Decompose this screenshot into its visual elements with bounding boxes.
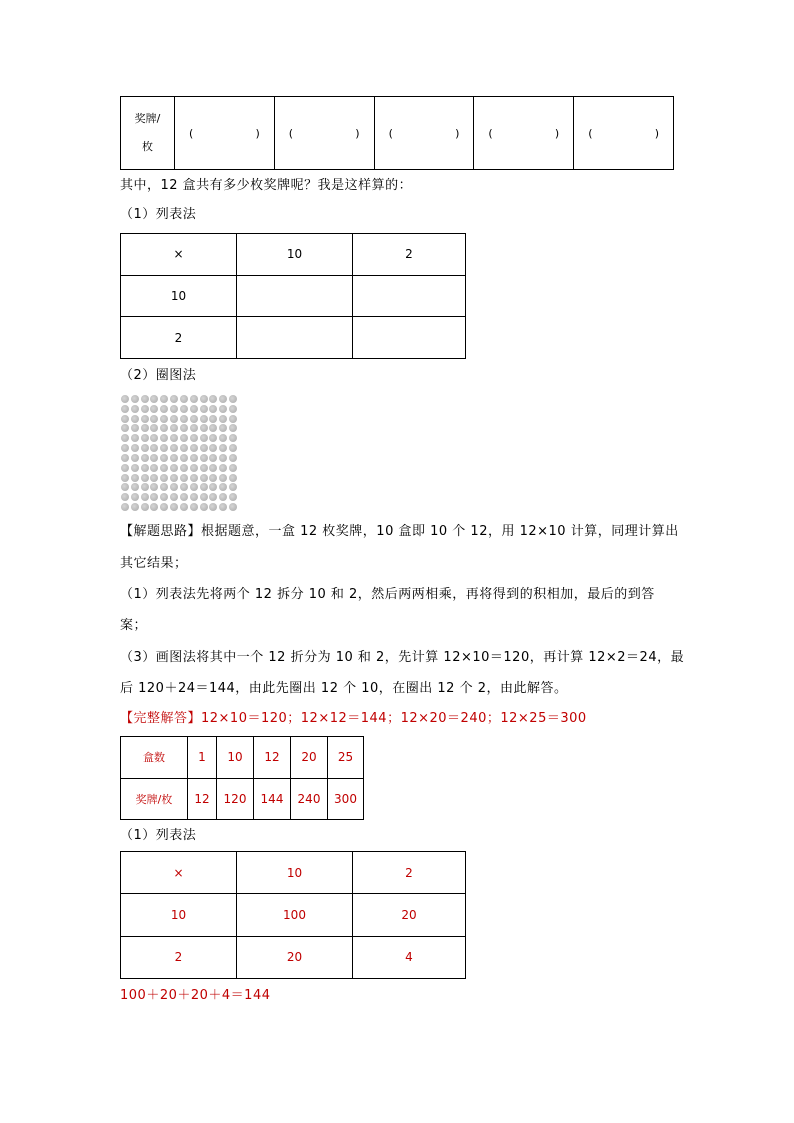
open-paren: (	[488, 126, 493, 140]
dot	[141, 483, 149, 491]
dot	[170, 424, 178, 432]
medal-value: 300	[328, 778, 364, 820]
box-value: 20	[291, 737, 328, 779]
dot	[160, 474, 168, 482]
answer-blank[interactable]	[474, 97, 574, 170]
answer-method1-heading: （1）列表法	[120, 828, 197, 843]
product-cell: 4	[353, 936, 466, 978]
dot	[121, 503, 129, 511]
box-count-label: 盒数	[121, 737, 188, 779]
dot	[200, 444, 208, 452]
answer-blank[interactable]	[175, 97, 275, 170]
dot	[229, 464, 237, 472]
product-cell: 20	[237, 936, 353, 978]
dot	[170, 454, 178, 462]
dot	[209, 395, 217, 403]
dot	[229, 503, 237, 511]
box-value: 10	[217, 737, 254, 779]
row-label-2: 2	[121, 936, 237, 978]
dot	[150, 454, 158, 462]
row-label-line2: 枚	[142, 140, 153, 153]
dot	[180, 444, 188, 452]
dot	[209, 424, 217, 432]
dot	[131, 454, 139, 462]
dot	[170, 464, 178, 472]
dot	[209, 405, 217, 413]
dot	[150, 483, 158, 491]
blank-multiplication-table	[120, 233, 466, 359]
dot	[150, 405, 158, 413]
dot	[131, 395, 139, 403]
header-2: 2	[353, 234, 466, 276]
dot	[229, 395, 237, 403]
dot	[219, 503, 227, 511]
dot	[121, 405, 129, 413]
dot	[200, 424, 208, 432]
dot	[160, 483, 168, 491]
medal-value: 12	[188, 778, 217, 820]
dot	[121, 434, 129, 442]
medal-count-label: 奖牌/枚	[121, 778, 188, 820]
dot	[200, 395, 208, 403]
dot	[170, 474, 178, 482]
dot	[121, 415, 129, 423]
analysis-line-1: 【解题思路】根据题意，一盒 12 枚奖牌，10 盒即 10 个 12，用 12×10 计算，同理计算出	[120, 524, 679, 539]
method2-heading: （2）圈图法	[120, 368, 197, 383]
product-cell: 100	[237, 894, 353, 936]
dot	[131, 474, 139, 482]
dot	[121, 454, 129, 462]
answer-blank[interactable]	[374, 97, 474, 170]
dot	[200, 405, 208, 413]
dot	[200, 503, 208, 511]
dot	[190, 444, 198, 452]
dot	[170, 503, 178, 511]
dot	[180, 434, 188, 442]
dot	[160, 424, 168, 432]
blank-cell[interactable]	[353, 275, 466, 317]
dot	[209, 415, 217, 423]
dot	[190, 503, 198, 511]
dot	[180, 474, 188, 482]
header-times: ×	[121, 852, 237, 894]
dot	[150, 434, 158, 442]
open-paren: (	[288, 126, 294, 140]
dot	[209, 454, 217, 462]
dot	[219, 434, 227, 442]
dot	[160, 415, 168, 423]
dot	[141, 454, 149, 462]
dot	[170, 434, 178, 442]
medal-value: 144	[254, 778, 291, 820]
dot	[229, 444, 237, 452]
dot	[200, 493, 208, 501]
product-cell: 20	[353, 894, 466, 936]
dot	[141, 395, 149, 403]
dot	[219, 474, 227, 482]
dot	[219, 444, 227, 452]
dot	[150, 464, 158, 472]
dot	[141, 424, 149, 432]
dot	[200, 464, 208, 472]
dot	[219, 464, 227, 472]
dot	[170, 395, 178, 403]
dot	[150, 395, 158, 403]
answer-blank[interactable]	[274, 97, 374, 170]
dot	[150, 503, 158, 511]
analysis-line-3: （1）列表法先将两个 12 拆分 10 和 2，然后两两相乘，再将得到的积相加，最后的到答	[120, 587, 655, 602]
dot	[229, 405, 237, 413]
dot	[131, 483, 139, 491]
analysis-line-5: （3）画图法将其中一个 12 折分为 10 和 2，先计算 12×10＝120，再计算 12×2＝24，最	[120, 650, 685, 665]
analysis-line-6: 后 120＋24＝144，由此先圈出 12 个 10，在圈出 12 个 2，由此解答。	[120, 681, 568, 696]
dot	[170, 405, 178, 413]
blank-cell[interactable]	[237, 275, 353, 317]
header-10: 10	[237, 852, 353, 894]
dot	[131, 464, 139, 472]
dot	[190, 424, 198, 432]
dot	[170, 483, 178, 491]
dot	[141, 503, 149, 511]
close-paren: )	[455, 126, 460, 140]
dot	[180, 464, 188, 472]
dot	[160, 395, 168, 403]
dot	[141, 434, 149, 442]
box-value: 25	[328, 737, 364, 779]
dot-grid-image	[120, 394, 238, 512]
dot	[229, 454, 237, 462]
dot	[131, 503, 139, 511]
dot	[150, 474, 158, 482]
method1-heading: （1）列表法	[120, 207, 197, 222]
box-value: 1	[188, 737, 217, 779]
dot	[219, 424, 227, 432]
dot	[190, 434, 198, 442]
dot	[190, 474, 198, 482]
blank-cell[interactable]	[237, 317, 353, 359]
dot	[200, 415, 208, 423]
dot	[131, 493, 139, 501]
close-paren: )	[554, 126, 560, 140]
dot	[121, 424, 129, 432]
dot	[180, 415, 188, 423]
dot	[131, 405, 139, 413]
dot	[121, 474, 129, 482]
dot	[200, 474, 208, 482]
dot	[229, 434, 237, 442]
dot	[200, 434, 208, 442]
dot	[219, 454, 227, 462]
close-paren: )	[654, 126, 659, 140]
dot	[180, 454, 188, 462]
open-paren: (	[588, 126, 593, 140]
row-label-medals	[121, 97, 175, 170]
dot	[170, 444, 178, 452]
dot	[160, 503, 168, 511]
dot	[141, 415, 149, 423]
dot	[170, 493, 178, 501]
dot	[121, 493, 129, 501]
dot	[121, 444, 129, 452]
dot	[150, 424, 158, 432]
sum-line: 100＋20＋20＋4＝144	[120, 988, 271, 1003]
header-2: 2	[353, 852, 466, 894]
dot	[160, 454, 168, 462]
row-label-10: 10	[121, 275, 237, 317]
dot	[209, 444, 217, 452]
dot	[141, 444, 149, 452]
dot	[131, 434, 139, 442]
dot	[229, 474, 237, 482]
dot	[200, 454, 208, 462]
box-value: 12	[254, 737, 291, 779]
dot	[209, 483, 217, 491]
filled-multiplication-table	[120, 851, 466, 979]
dot	[190, 405, 198, 413]
dot	[219, 493, 227, 501]
dot	[209, 434, 217, 442]
medal-value: 240	[291, 778, 328, 820]
dot	[121, 395, 129, 403]
dot	[131, 415, 139, 423]
dot	[180, 424, 188, 432]
analysis-line-2: 其它结果；	[120, 556, 188, 571]
dot	[141, 464, 149, 472]
header-10: 10	[237, 234, 353, 276]
dot	[150, 444, 158, 452]
header-times: ×	[121, 234, 237, 276]
complete-answer-line: 【完整解答】12×10＝120；12×12＝144；12×20＝240；12×25＝300	[120, 711, 587, 726]
dot	[209, 493, 217, 501]
dot	[180, 483, 188, 491]
row-label-10: 10	[121, 894, 237, 936]
question-text: 其中，12 盒共有多少枚奖牌呢？我是这样算的：	[120, 178, 413, 193]
dot	[121, 483, 129, 491]
close-paren: )	[355, 126, 360, 140]
dot	[229, 424, 237, 432]
dot	[219, 415, 227, 423]
answer-table	[120, 736, 364, 820]
medal-count-table	[120, 96, 674, 170]
dot	[121, 464, 129, 472]
dot	[229, 493, 237, 501]
dot	[190, 395, 198, 403]
dot	[200, 483, 208, 491]
dot	[190, 493, 198, 501]
dot	[180, 493, 188, 501]
blank-cell[interactable]	[353, 317, 466, 359]
dot	[180, 405, 188, 413]
dot	[229, 415, 237, 423]
open-paren: (	[388, 126, 393, 140]
dot	[219, 483, 227, 491]
dot	[150, 493, 158, 501]
dot	[209, 503, 217, 511]
answer-blank[interactable]	[574, 97, 674, 170]
dot	[141, 405, 149, 413]
dot	[190, 483, 198, 491]
dot	[209, 474, 217, 482]
row-label-2: 2	[121, 317, 237, 359]
close-paren: )	[255, 126, 260, 140]
open-paren: (	[189, 126, 194, 140]
dot	[160, 493, 168, 501]
dot	[150, 415, 158, 423]
dot	[190, 415, 198, 423]
dot	[190, 454, 198, 462]
dot	[160, 464, 168, 472]
dot	[209, 464, 217, 472]
dot	[160, 444, 168, 452]
dot	[160, 405, 168, 413]
row-label-line1: 奖牌/	[134, 112, 161, 125]
dot	[180, 395, 188, 403]
dot	[141, 493, 149, 501]
dot	[229, 483, 237, 491]
dot	[190, 464, 198, 472]
dot	[219, 405, 227, 413]
dot	[131, 424, 139, 432]
dot	[160, 434, 168, 442]
analysis-line-4: 案；	[120, 618, 148, 633]
dot	[141, 474, 149, 482]
dot	[131, 444, 139, 452]
dot	[180, 503, 188, 511]
dot	[219, 395, 227, 403]
dot	[170, 415, 178, 423]
medal-value: 120	[217, 778, 254, 820]
